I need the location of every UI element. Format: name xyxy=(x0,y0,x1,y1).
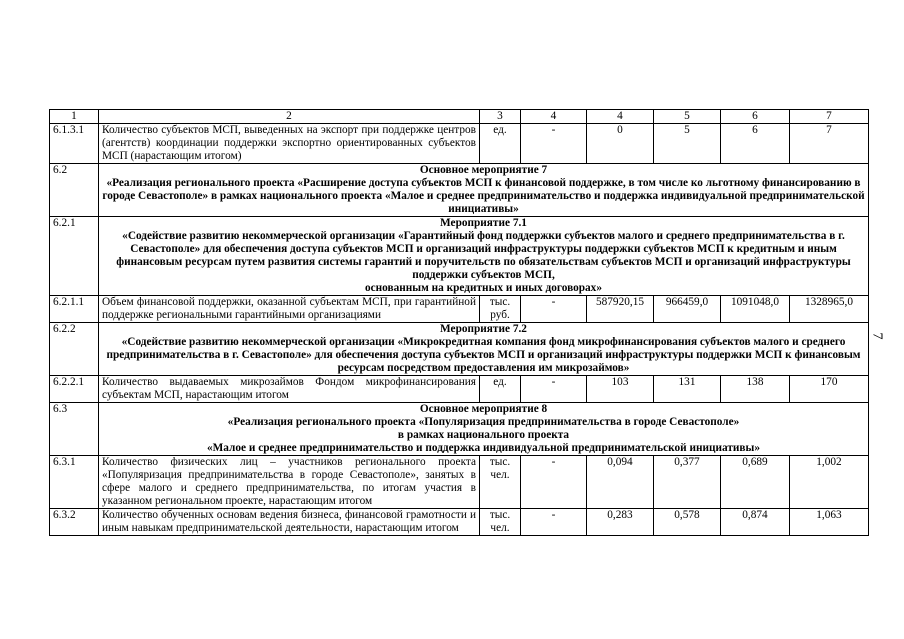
value-cell: - xyxy=(521,296,587,323)
section-title: Основное мероприятие 8 xyxy=(419,403,548,415)
value-cell: 0,578 xyxy=(654,509,721,536)
row-number: 6.2.2.1 xyxy=(50,376,99,403)
header-cell: 5 xyxy=(654,110,721,124)
row-number: 6.3.1 xyxy=(50,456,99,509)
row-number: 6.2.1 xyxy=(50,217,99,296)
row-number: 6.3.2 xyxy=(50,509,99,536)
row-number: 6.2.1.1 xyxy=(50,296,99,323)
value-cell: 131 xyxy=(654,376,721,403)
unit-cell: тыс. чел. xyxy=(480,509,521,536)
unit-cell: тыс. руб. xyxy=(480,296,521,323)
section-heading xyxy=(99,217,869,296)
section-row xyxy=(50,217,869,296)
header-cell: 1 xyxy=(50,110,99,124)
value-cell: 966459,0 xyxy=(654,296,721,323)
value-cell: 1328965,0 xyxy=(790,296,869,323)
section-row xyxy=(50,164,869,217)
value-cell: 103 xyxy=(587,376,654,403)
header-cell: 4 xyxy=(587,110,654,124)
indicator-description: Объем финансовой поддержки, оказанной субъектам МСП, при гарантийной поддержке региональными гарантийными организациями xyxy=(99,296,480,323)
row-number: 6.1.3.1 xyxy=(50,124,99,164)
header-cell: 6 xyxy=(721,110,790,124)
value-cell: 0,874 xyxy=(721,509,790,536)
header-cell: 3 xyxy=(480,110,521,124)
value-cell: 0,689 xyxy=(721,456,790,509)
header-cell: 7 xyxy=(790,110,869,124)
page-number: 7 xyxy=(869,332,885,340)
section-heading xyxy=(99,164,869,217)
row-number: 6.3 xyxy=(50,403,99,456)
value-cell: 1,002 xyxy=(790,456,869,509)
table-row xyxy=(50,376,869,403)
section-row xyxy=(50,323,869,376)
section-heading xyxy=(99,403,869,456)
table-row xyxy=(50,456,869,509)
table-row xyxy=(50,124,869,164)
value-cell: - xyxy=(521,124,587,164)
indicators-table xyxy=(49,109,869,536)
table-row xyxy=(50,296,869,323)
section-title: Мероприятие 7.2 xyxy=(440,323,527,335)
value-cell: 5 xyxy=(654,124,721,164)
value-cell: 0,377 xyxy=(654,456,721,509)
unit-cell: тыс. чел. xyxy=(480,456,521,509)
indicator-description: Количество субъектов МСП, выведенных на экспорт при поддержке центров (агентств) координации поддержки экспортно ориентированных субъектов МСП (нарастающим итогом) xyxy=(99,124,480,164)
table-row xyxy=(50,509,869,536)
value-cell: - xyxy=(521,376,587,403)
section-text: основанным на кредитных и иных договорах» xyxy=(365,282,602,294)
value-cell: 0,283 xyxy=(587,509,654,536)
section-title: Мероприятие 7.1 xyxy=(440,217,527,229)
section-title: Основное мероприятие 7 xyxy=(419,164,548,176)
section-text: «Реализация регионального проекта «Расширение доступа субъектов МСП к финансовой поддержке, в том числе ко льготному финансированию в городе Севастополе» в рамках национального проекта «Малое и среднее предпринимательство и поддержка индивидуальной предпринимательской инициативы» xyxy=(102,177,865,215)
value-cell: 7 xyxy=(790,124,869,164)
value-cell: - xyxy=(521,509,587,536)
value-cell: 0,094 xyxy=(587,456,654,509)
header-row xyxy=(50,110,869,124)
value-cell: 1091048,0 xyxy=(721,296,790,323)
unit-cell: ед. xyxy=(480,376,521,403)
row-number: 6.2.2 xyxy=(50,323,99,376)
row-number: 6.2 xyxy=(50,164,99,217)
indicator-description: Количество физических лиц – участников регионального проекта «Популяризация предпринимательства в городе Севастополе», занятых в сфере малого и среднего предпринимательства, по итогам участия в указанном региональном проекте, нарастающим итогом xyxy=(99,456,480,509)
section-text: «Содействие развитию некоммерческой организации «Микрокредитная компания фонд микрофинансирования субъектов малого и среднего предпринимательства в г. Севастополе» для обеспечения доступа субъектов МСП и организаций инфраструктуры поддержки МСП к финансовым ресурсам посредством предоставления им микрозаймов» xyxy=(106,336,861,374)
header-cell: 4 xyxy=(521,110,587,124)
section-heading xyxy=(99,323,869,376)
header-cell: 2 xyxy=(99,110,480,124)
section-text: в рамках национального проекта xyxy=(397,429,570,441)
value-cell: 1,063 xyxy=(790,509,869,536)
value-cell: - xyxy=(521,456,587,509)
indicator-description: Количество обученных основам ведения бизнеса, финансовой грамотности и иным навыкам предпринимательской деятельности, нарастающим итогом xyxy=(99,509,480,536)
value-cell: 170 xyxy=(790,376,869,403)
value-cell: 587920,15 xyxy=(587,296,654,323)
unit-cell: ед. xyxy=(480,124,521,164)
value-cell: 138 xyxy=(721,376,790,403)
value-cell: 6 xyxy=(721,124,790,164)
section-text: «Содействие развитию некоммерческой организации «Гарантийный фонд поддержки субъектов малого и среднего предпринимательства в г. Севастополе» для обеспечения доступа субъектов МСП и организаций инфраструктуры поддержки субъектов МСП к кредитным и иным финансовым ресурсам путем развития системы гарантий и поручительств по обязательствам субъектов МСП и организаций инфраструктуры поддержки субъектов МСП, xyxy=(116,230,851,281)
section-text: «Реализация регионального проекта «Популяризация предпринимательства в городе Севастополе» xyxy=(227,416,740,428)
value-cell: 0 xyxy=(587,124,654,164)
section-row xyxy=(50,403,869,456)
indicator-description: Количество выдаваемых микрозаймов Фондом микрофинансирования субъектам МСП, нарастающим итогом xyxy=(99,376,480,403)
section-text: «Малое и среднее предпринимательство и поддержка индивидуальной предпринимательской инициативы» xyxy=(207,442,760,454)
